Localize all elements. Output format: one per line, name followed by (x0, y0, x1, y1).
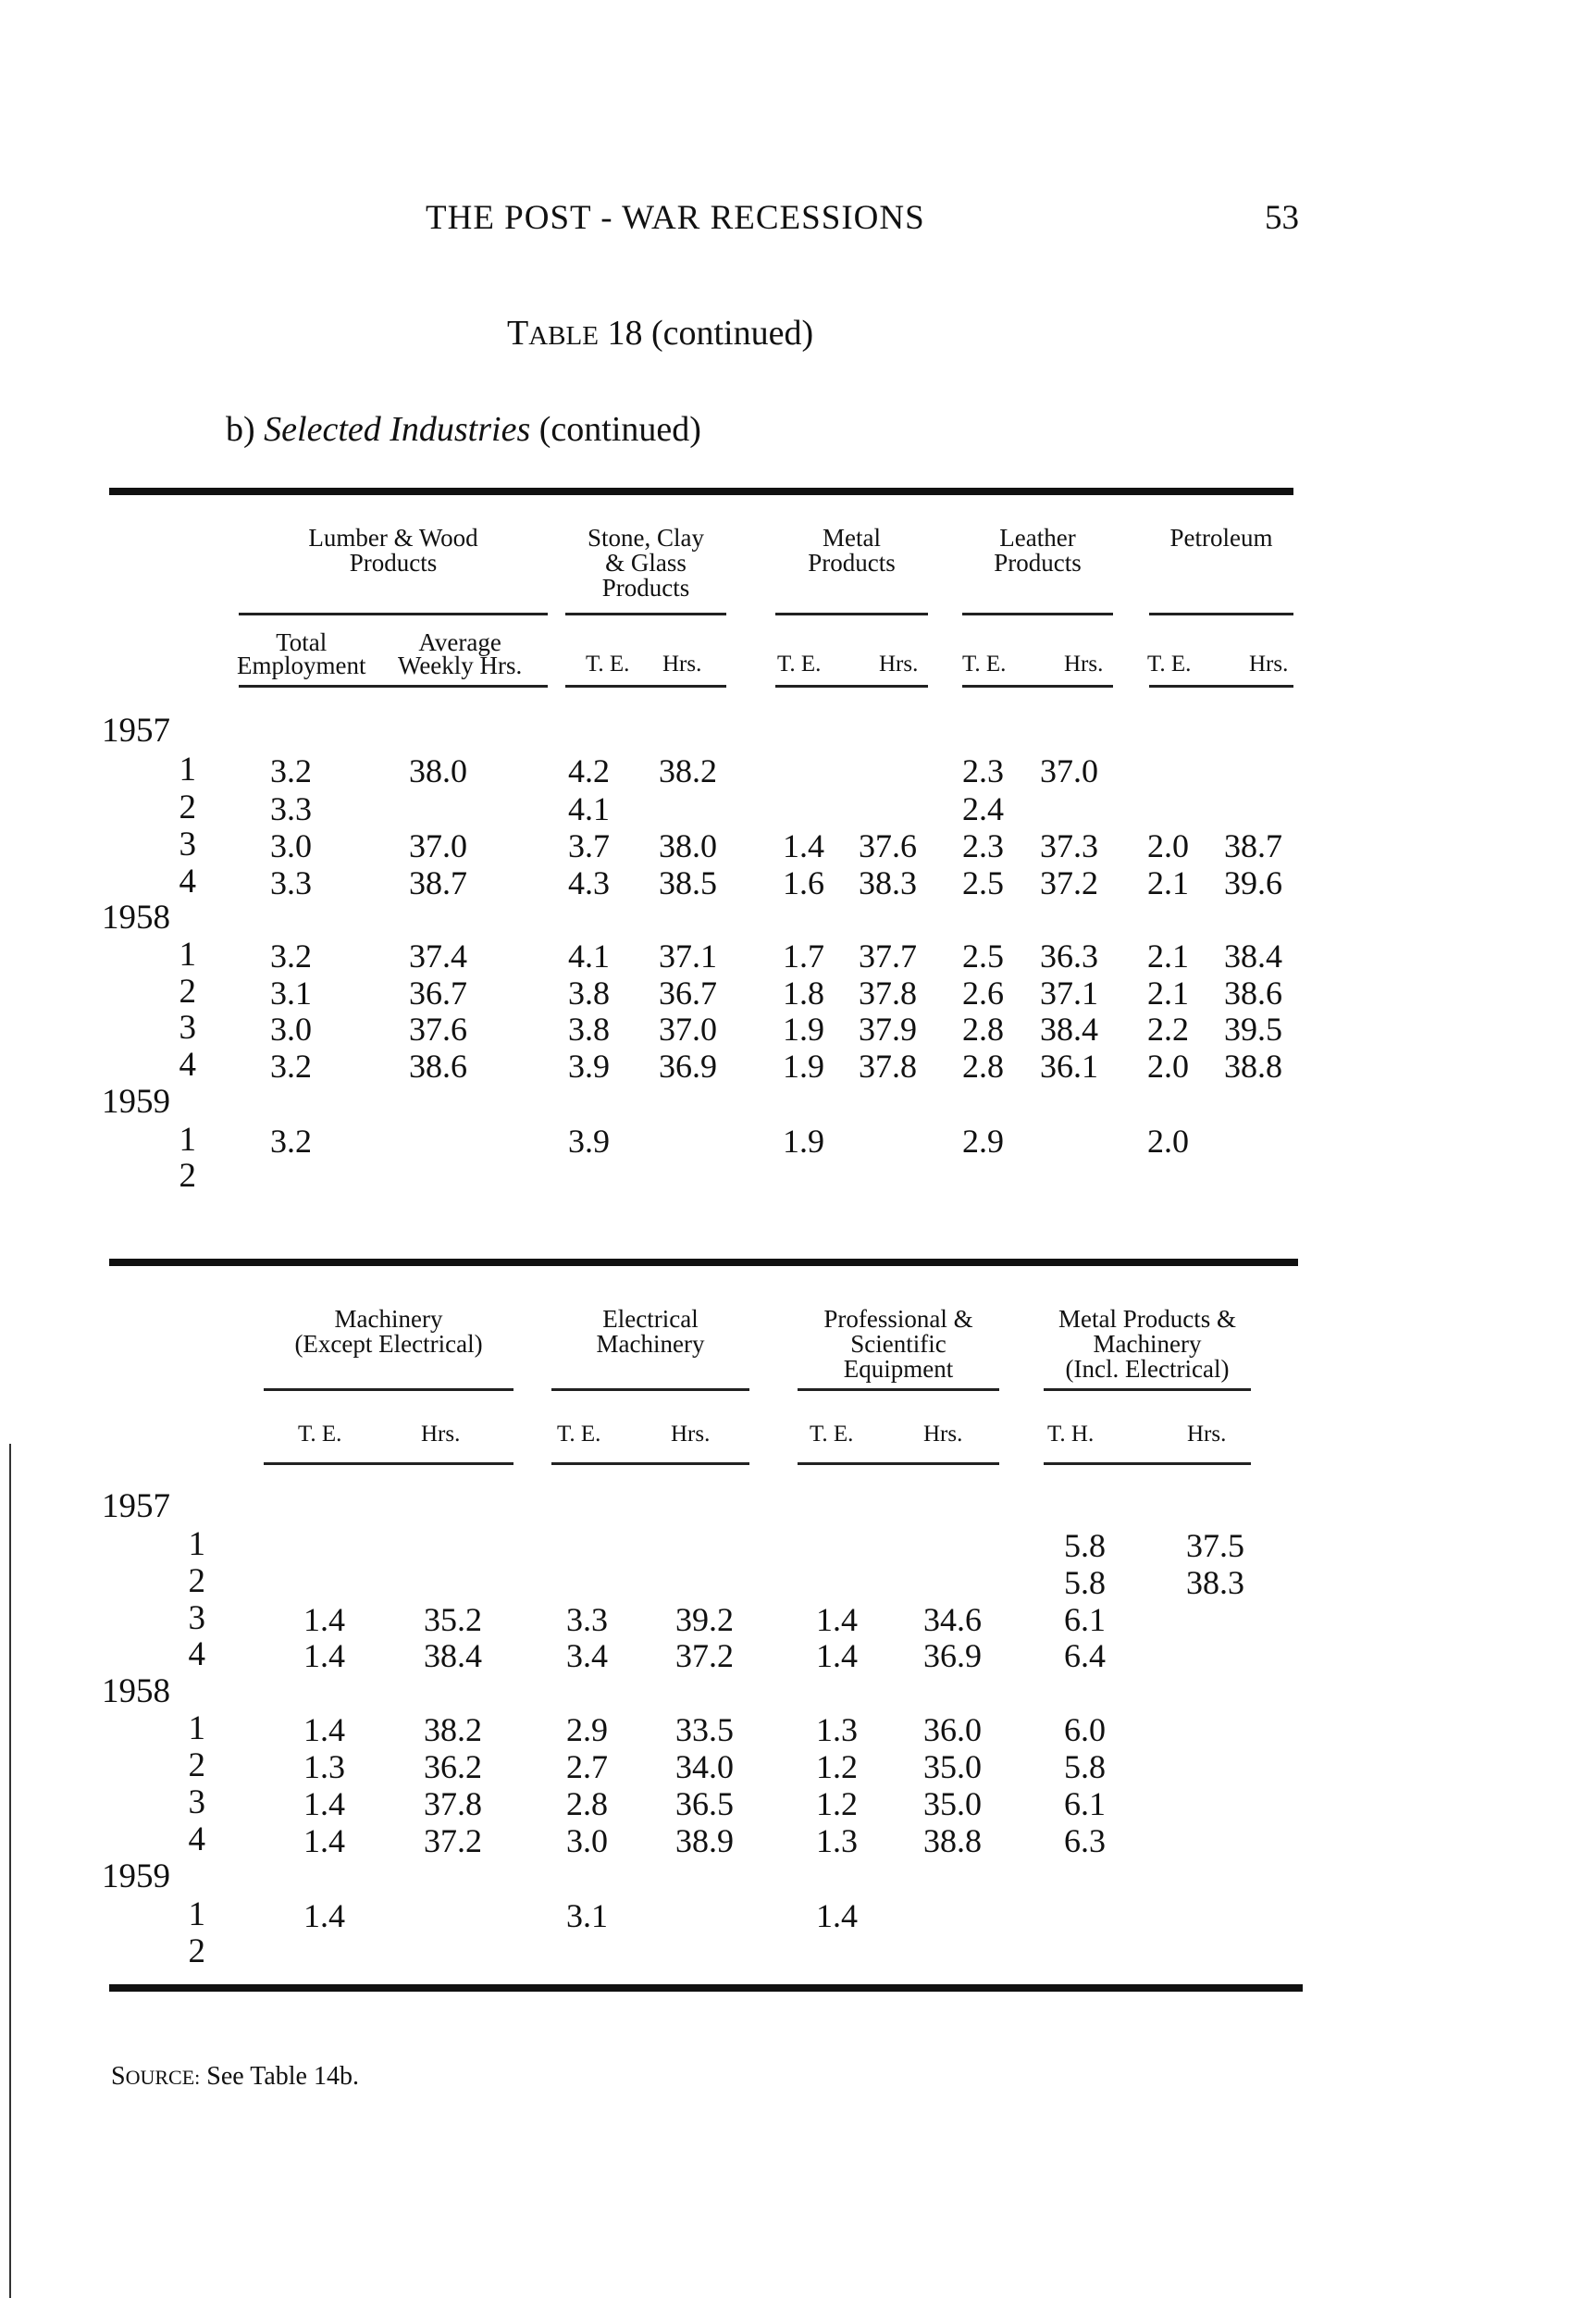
table-cell: 4.1 (568, 938, 610, 975)
group-header: Professional & Scientific Equipment (823, 1305, 973, 1383)
table-cell: 1.6 (783, 864, 824, 901)
quarter-label: 3 (188, 1783, 205, 1821)
source-label-rest: OURCE: (125, 2066, 201, 2089)
group-rule (551, 1388, 749, 1391)
table-cell: 1.8 (783, 975, 824, 1012)
table-cell: 38.3 (1186, 1564, 1244, 1601)
table-cell: 2.9 (566, 1711, 608, 1748)
table-cell: 4.2 (568, 752, 610, 789)
year-label: 1957 (102, 712, 170, 750)
part1-top-rule (109, 488, 1293, 495)
table-cell: 1.4 (303, 1711, 345, 1748)
table-cell: 38.6 (1224, 975, 1282, 1012)
table-cell: 38.3 (859, 864, 917, 901)
table-cell: 39.6 (1224, 864, 1282, 901)
group-rule (1044, 1388, 1251, 1391)
table-cell: 37.7 (859, 938, 917, 975)
year-label: 1959 (102, 1083, 170, 1121)
table-cell: 2.3 (962, 827, 1004, 864)
table-cell: 2.4 (962, 790, 1004, 827)
quarter-label: 4 (188, 1635, 205, 1673)
column-header: Hrs. (1249, 652, 1289, 677)
table-cell: 6.0 (1064, 1711, 1106, 1748)
table-cell: 1.2 (816, 1748, 858, 1785)
table-cell: 1.4 (303, 1785, 345, 1822)
group-rule (798, 1388, 999, 1391)
table-cell: 3.0 (270, 827, 312, 864)
table-cell: 38.4 (424, 1637, 482, 1674)
table-cell: 36.3 (1040, 938, 1098, 975)
table-cell: 3.9 (568, 1048, 610, 1085)
table-cell: 1.4 (816, 1601, 858, 1638)
quarter-label: 2 (188, 1562, 205, 1600)
table-cell: 4.1 (568, 790, 610, 827)
year-label: 1957 (102, 1487, 170, 1525)
table-cell: 38.0 (409, 752, 467, 789)
table-cell: 5.8 (1064, 1527, 1106, 1564)
table-cell: 37.0 (409, 827, 467, 864)
table-cell: 1.3 (303, 1748, 345, 1785)
table-cell: 33.5 (675, 1711, 734, 1748)
table-cell: 6.4 (1064, 1637, 1106, 1674)
column-header: T. E. (777, 652, 822, 677)
table-cell: 35.2 (424, 1601, 482, 1638)
subheader-rule (962, 685, 1113, 688)
table-cell: 38.2 (424, 1711, 482, 1748)
source-note (111, 2062, 359, 2092)
group-header: Lumber & Wood Products (308, 524, 478, 577)
table-cell: 2.1 (1147, 975, 1189, 1012)
table-cell: 37.1 (659, 938, 717, 975)
table-cell: 3.3 (270, 864, 312, 901)
column-header: Hrs. (662, 652, 702, 677)
table-cell: 2.8 (962, 1011, 1004, 1048)
column-header: T. E. (810, 1422, 854, 1447)
table-cell: 37.5 (1186, 1527, 1244, 1564)
quarter-label: 1 (188, 1525, 205, 1563)
group-rule (1149, 613, 1293, 615)
column-header: Hrs. (879, 652, 919, 677)
column-header: T. E. (586, 652, 630, 677)
table-cell: 37.1 (1040, 975, 1098, 1012)
table-cell: 2.0 (1147, 1048, 1189, 1085)
table-cell: 2.3 (962, 752, 1004, 789)
quarter-label: 1 (179, 751, 196, 789)
table-cell: 38.8 (1224, 1048, 1282, 1085)
subheader-rule (239, 685, 548, 688)
group-header: Leather Products (994, 524, 1082, 577)
quarter-label: 2 (179, 789, 196, 826)
table-continued: (continued) (650, 314, 814, 353)
part2-bottom-rule (109, 1984, 1303, 1992)
table-cell: 1.9 (783, 1048, 824, 1085)
table-cell: 1.7 (783, 938, 824, 975)
table-cell: 38.7 (409, 864, 467, 901)
table-cell: 35.0 (923, 1748, 982, 1785)
quarter-label: 4 (188, 1820, 205, 1858)
table-word-rest: ABLE (528, 321, 599, 351)
table-cell: 38.4 (1040, 1011, 1098, 1048)
page-edge-line (9, 1444, 11, 2298)
table-number: 18 (607, 314, 643, 353)
subtitle-prefix: b) (226, 410, 255, 449)
table-cell: 2.0 (1147, 827, 1189, 864)
table-cell: 3.2 (270, 752, 312, 789)
table-cell: 2.7 (566, 1748, 608, 1785)
table-cell: 3.1 (270, 975, 312, 1012)
column-header: Hrs. (671, 1422, 711, 1447)
table-cell: 2.1 (1147, 864, 1189, 901)
table-cell: 3.8 (568, 1011, 610, 1048)
column-header: Hrs. (421, 1422, 461, 1447)
table-cell: 3.4 (566, 1637, 608, 1674)
table-cell: 3.9 (568, 1123, 610, 1160)
table-cell: 37.9 (859, 1011, 917, 1048)
quarter-label: 3 (179, 826, 196, 863)
table-cell: 1.3 (816, 1711, 858, 1748)
table-cell: 37.0 (1040, 752, 1098, 789)
table-cell: 34.6 (923, 1601, 982, 1638)
table-cell: 34.0 (675, 1748, 734, 1785)
subheader-rule (565, 685, 726, 688)
table-cell: 1.4 (303, 1822, 345, 1859)
group-header: Petroleum (1169, 524, 1273, 552)
table-cell: 39.5 (1224, 1011, 1282, 1048)
subheader-rule (551, 1462, 749, 1465)
quarter-label: 4 (179, 1046, 196, 1084)
table-cell: 4.3 (568, 864, 610, 901)
table-cell: 36.2 (424, 1748, 482, 1785)
group-header: Metal Products & Machinery (Incl. Electrical) (1058, 1305, 1236, 1383)
source-text: See Table 14b. (206, 2062, 359, 2091)
table-cell: 39.2 (675, 1601, 734, 1638)
quarter-label: 1 (179, 1121, 196, 1159)
table-cell: 35.0 (923, 1785, 982, 1822)
quarter-label: 4 (179, 863, 196, 901)
table-cell: 2.5 (962, 938, 1004, 975)
table-cell: 2.0 (1147, 1123, 1189, 1160)
table-cell: 2.9 (962, 1123, 1004, 1160)
running-head: THE POST - WAR RECESSIONS (426, 199, 925, 237)
table-cell: 37.8 (424, 1785, 482, 1822)
page-number: 53 (1265, 199, 1299, 237)
table-cell: 1.4 (303, 1897, 345, 1934)
year-label: 1958 (102, 899, 170, 937)
table-cell: 2.8 (962, 1048, 1004, 1085)
table-cell: 6.3 (1064, 1822, 1106, 1859)
table-cell: 3.0 (566, 1822, 608, 1859)
table-cell: 37.0 (659, 1011, 717, 1048)
quarter-label: 1 (188, 1709, 205, 1747)
column-header: T. E. (962, 652, 1007, 677)
subheader-rule (264, 1462, 513, 1465)
table-cell: 3.8 (568, 975, 610, 1012)
table-cell: 37.4 (409, 938, 467, 975)
table-cell: 1.4 (303, 1637, 345, 1674)
table-cell: 3.3 (566, 1601, 608, 1638)
table-cell: 37.2 (675, 1637, 734, 1674)
table-word-initial: T (507, 314, 529, 353)
table-cell: 38.8 (923, 1822, 982, 1859)
table-cell: 37.2 (1040, 864, 1098, 901)
table-cell: 37.8 (859, 1048, 917, 1085)
table-cell: 5.8 (1064, 1564, 1106, 1601)
quarter-label: 1 (179, 936, 196, 974)
quarter-label: 3 (188, 1599, 205, 1637)
table-cell: 37.3 (1040, 827, 1098, 864)
table-cell: 1.2 (816, 1785, 858, 1822)
group-rule (239, 613, 548, 615)
column-header: T. E. (557, 1422, 601, 1447)
table-cell: 1.4 (816, 1897, 858, 1934)
table-cell: 36.7 (409, 975, 467, 1012)
table-cell: 1.4 (303, 1601, 345, 1638)
quarter-label: 2 (179, 1157, 196, 1195)
quarter-label: 2 (188, 1746, 205, 1784)
column-header: Average Weekly Hrs. (398, 628, 523, 679)
part2-top-rule (109, 1259, 1298, 1266)
table-cell: 36.9 (659, 1048, 717, 1085)
table-cell: 6.1 (1064, 1785, 1106, 1822)
column-header: Hrs. (1064, 652, 1104, 677)
table-cell: 1.9 (783, 1123, 824, 1160)
column-header: T. E. (298, 1422, 342, 1447)
table-cell: 1.3 (816, 1822, 858, 1859)
table-cell: 3.2 (270, 938, 312, 975)
table-cell: 38.2 (659, 752, 717, 789)
year-label: 1959 (102, 1857, 170, 1895)
subheader-rule (775, 685, 928, 688)
source-label-initial: S (111, 2062, 126, 2091)
table-cell: 1.4 (783, 827, 824, 864)
table-cell: 2.6 (962, 975, 1004, 1012)
table-cell: 3.7 (568, 827, 610, 864)
column-header: T. E. (1147, 652, 1192, 677)
table-cell: 1.9 (783, 1011, 824, 1048)
table-cell: 37.2 (424, 1822, 482, 1859)
group-rule (264, 1388, 513, 1391)
table-cell: 36.9 (923, 1637, 982, 1674)
table-cell: 2.5 (962, 864, 1004, 901)
table-cell: 37.6 (859, 827, 917, 864)
year-label: 1958 (102, 1672, 170, 1710)
quarter-label: 2 (179, 973, 196, 1011)
table-cell: 38.6 (409, 1048, 467, 1085)
group-header: Metal Products (808, 524, 896, 577)
table-cell: 36.1 (1040, 1048, 1098, 1085)
quarter-label: 1 (188, 1895, 205, 1933)
subtitle-suffix: (continued) (538, 410, 701, 449)
table-cell: 38.5 (659, 864, 717, 901)
table-cell: 38.9 (675, 1822, 734, 1859)
quarter-label: 3 (179, 1009, 196, 1047)
table-cell: 38.7 (1224, 827, 1282, 864)
table-cell: 36.7 (659, 975, 717, 1012)
table-cell: 5.8 (1064, 1748, 1106, 1785)
table-cell: 3.2 (270, 1123, 312, 1160)
subheader-rule (1149, 685, 1293, 688)
table-cell: 2.2 (1147, 1011, 1189, 1048)
table-cell: 36.0 (923, 1711, 982, 1748)
group-header: Stone, Clay & Glass Products (588, 524, 704, 602)
table-cell: 38.0 (659, 827, 717, 864)
table-cell: 3.3 (270, 790, 312, 827)
table-subtitle (226, 409, 701, 450)
subheader-rule (798, 1462, 999, 1465)
table-cell: 36.5 (675, 1785, 734, 1822)
table-cell: 3.0 (270, 1011, 312, 1048)
table-cell: 3.2 (270, 1048, 312, 1085)
table-cell: 38.4 (1224, 938, 1282, 975)
column-header: Hrs. (923, 1422, 963, 1447)
table-cell: 2.8 (566, 1785, 608, 1822)
table-cell: 37.6 (409, 1011, 467, 1048)
table-cell: 1.4 (816, 1637, 858, 1674)
quarter-label: 2 (188, 1932, 205, 1970)
group-rule (775, 613, 928, 615)
group-header: Machinery (Except Electrical) (294, 1305, 483, 1358)
group-rule (565, 613, 726, 615)
table-title (507, 313, 813, 354)
column-header: Hrs. (1187, 1422, 1227, 1447)
table-cell: 6.1 (1064, 1601, 1106, 1638)
table-cell: 37.8 (859, 975, 917, 1012)
table-cell: 2.1 (1147, 938, 1189, 975)
subheader-rule (1044, 1462, 1251, 1465)
column-header: Total Employment (237, 628, 366, 679)
table-cell: 3.1 (566, 1897, 608, 1934)
column-header: T. H. (1047, 1422, 1095, 1447)
group-header: Electrical Machinery (596, 1305, 705, 1358)
group-rule (962, 613, 1113, 615)
subtitle-italic: Selected Industries (264, 410, 531, 449)
